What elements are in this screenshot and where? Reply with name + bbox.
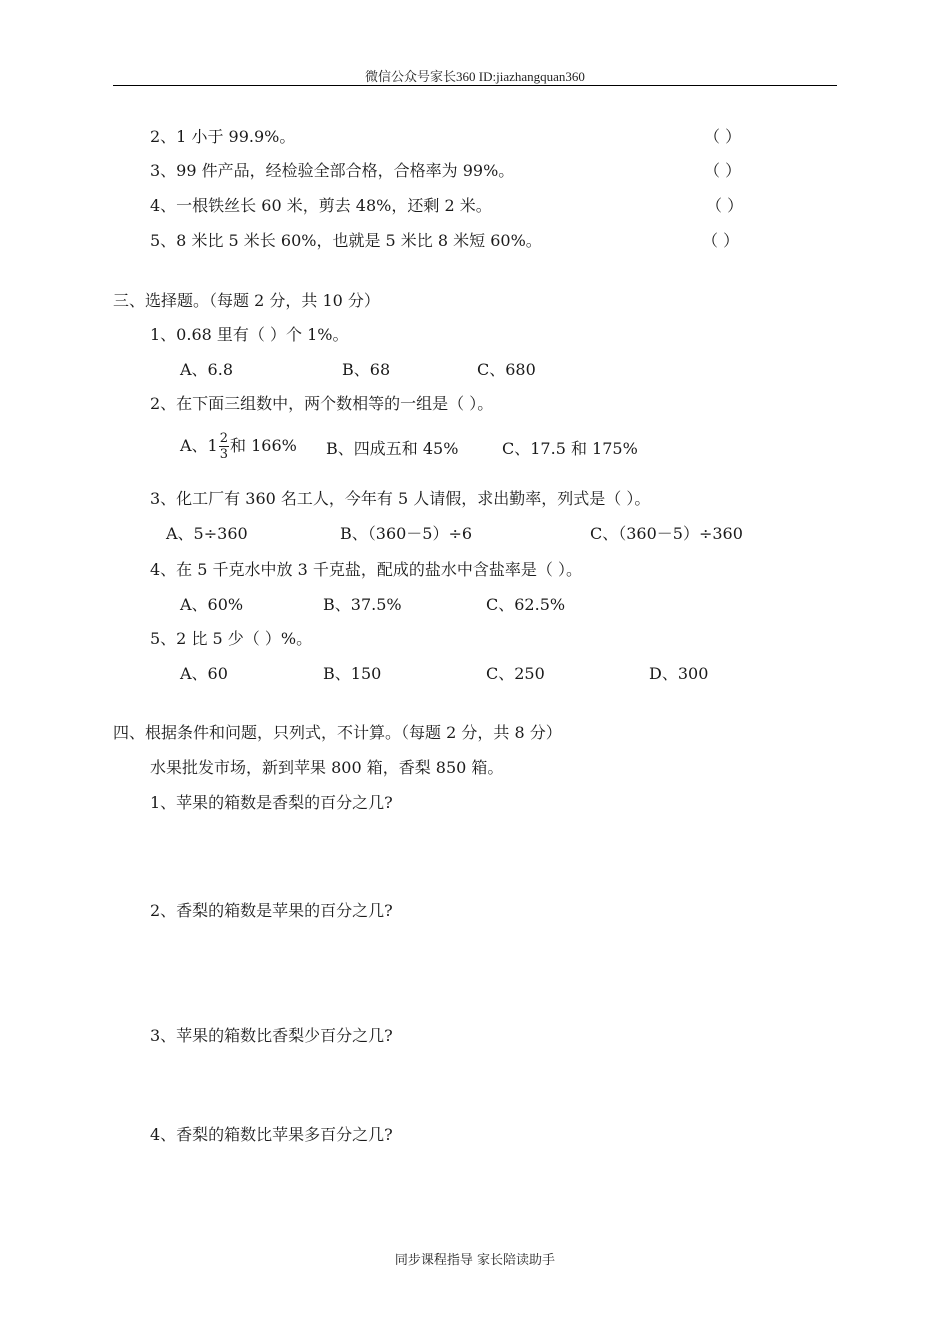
section4-question-2: 2、香梨的箱数是苹果的百分之几? — [150, 901, 393, 920]
judge-item-4-answer[interactable]: （ ） — [706, 196, 744, 215]
page-header: 微信公众号家长360 ID:jiazhangquan360 — [365, 69, 585, 84]
q3-stem: 3、化工厂有 360 名工人，今年有 5 人请假，求出勤率，列式是（ ）。 — [150, 489, 651, 508]
fraction-numerator: 2 — [219, 431, 229, 446]
judge-item-5-answer[interactable]: （ ） — [702, 231, 740, 250]
judge-item-2: 2、1 小于 99.9%。 — [150, 127, 296, 146]
q1-option-b[interactable]: B、68 — [342, 360, 391, 379]
judge-item-5: 5、8 米比 5 米长 60%，也就是 5 米比 8 米短 60%。 — [150, 231, 542, 250]
q4-stem: 4、在 5 千克水中放 3 千克盐，配成的盐水中含盐率是（ ）。 — [150, 560, 582, 579]
section4-title: 四、根据条件和问题，只列式，不计算。（每题 2 分，共 8 分） — [113, 723, 562, 742]
fraction-denominator: 3 — [219, 447, 229, 462]
section4-question-3: 3、苹果的箱数比香梨少百分之几? — [150, 1026, 393, 1045]
section4-question-4: 4、香梨的箱数比苹果多百分之几? — [150, 1125, 393, 1144]
page-footer: 同步课程指导 家长陪读助手 — [394, 1253, 556, 1268]
q5-option-b[interactable]: B、150 — [323, 664, 382, 683]
q5-option-d[interactable]: D、300 — [649, 664, 709, 683]
q5-option-c[interactable]: C、250 — [486, 664, 545, 683]
q2-option-a-suffix: 和 166% — [230, 436, 297, 455]
q1-option-c[interactable]: C、680 — [477, 360, 536, 379]
section4-question-1: 1、苹果的箱数是香梨的百分之几? — [150, 793, 393, 812]
q4-option-c[interactable]: C、62.5% — [486, 595, 566, 614]
judge-item-3: 3、99 件产品，经检验全部合格，合格率为 99%。 — [150, 161, 515, 180]
q3-option-b[interactable]: B、（360－5）÷6 — [340, 524, 473, 543]
q3-option-a[interactable]: A、5÷360 — [166, 524, 248, 543]
judge-item-3-answer[interactable]: （ ） — [704, 161, 742, 180]
q1-option-a[interactable]: A、6.8 — [180, 360, 234, 379]
section3-title: 三、选择题。（每题 2 分，共 10 分） — [113, 291, 380, 310]
header-rule — [113, 85, 837, 86]
q4-option-b[interactable]: B、37.5% — [323, 595, 402, 614]
q2-option-b[interactable]: B、四成五和 45% — [326, 439, 459, 458]
section4-intro: 水果批发市场，新到苹果 800 箱，香梨 850 箱。 — [150, 758, 504, 777]
q2-option-a[interactable] — [180, 426, 297, 466]
q1-stem: 1、0.68 里有（ ）个 1%。 — [150, 325, 349, 344]
q4-option-a[interactable]: A、60% — [180, 595, 244, 614]
judge-item-2-answer[interactable]: （ ） — [704, 127, 742, 146]
q5-stem: 5、2 比 5 少（ ）%。 — [150, 629, 313, 648]
q2-option-c[interactable]: C、17.5 和 175% — [502, 439, 638, 458]
q2-option-a-prefix: A、1 — [180, 436, 218, 455]
q3-option-c[interactable]: C、（360－5）÷360 — [590, 524, 743, 543]
judge-item-4: 4、一根铁丝长 60 米，剪去 48%，还剩 2 米。 — [150, 196, 492, 215]
q2-stem: 2、在下面三组数中，两个数相等的一组是（ ）。 — [150, 394, 494, 413]
q5-option-a[interactable]: A、60 — [180, 664, 228, 683]
fraction-two-thirds — [219, 431, 229, 462]
